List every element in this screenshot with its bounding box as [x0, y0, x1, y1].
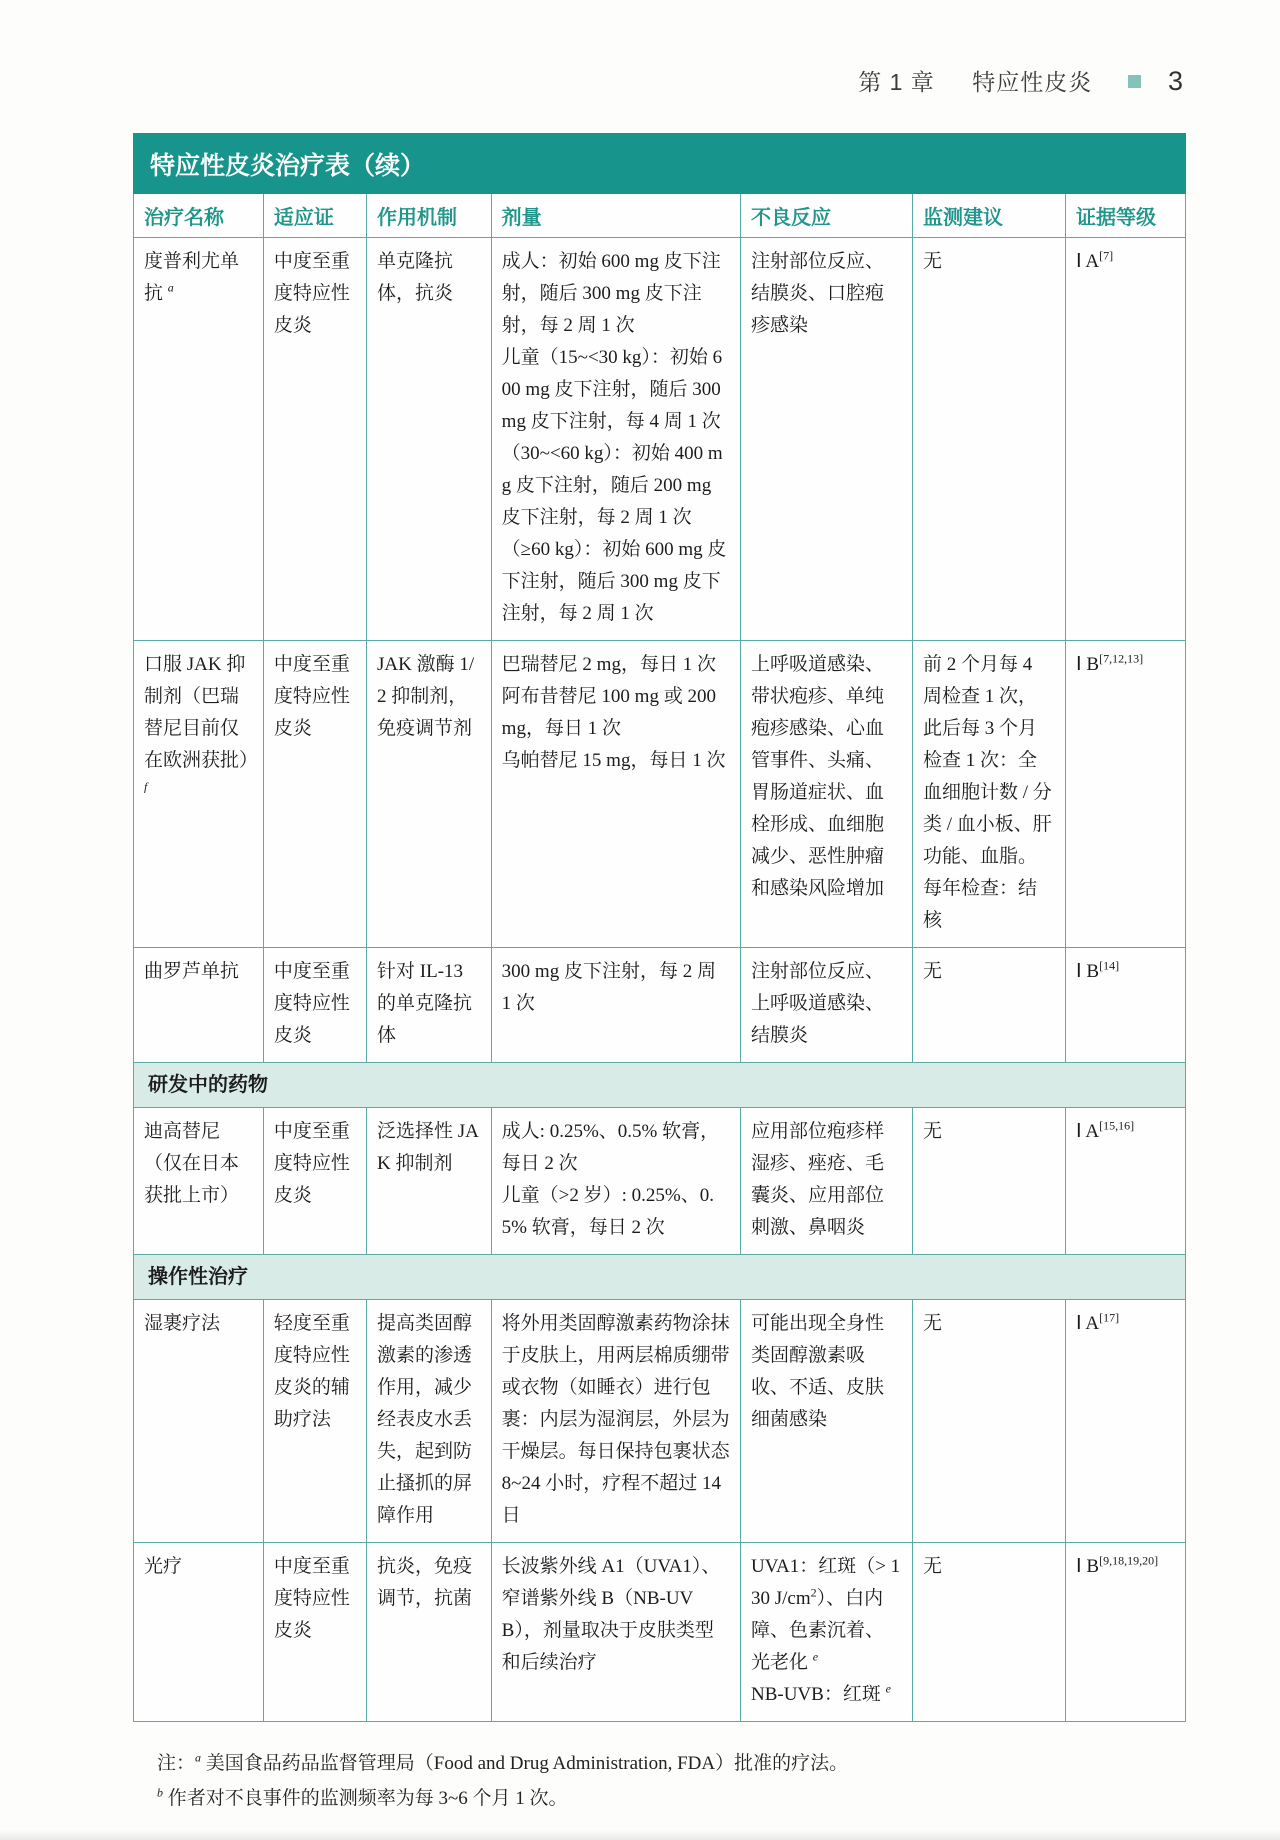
cell-name: 曲罗芦单抗: [134, 948, 264, 1063]
table-row: [134, 641, 1186, 948]
cell-monitoring: 无: [912, 238, 1065, 641]
cell-monitoring: 无: [912, 1108, 1065, 1255]
cell-adverse: 注射部位反应、结膜炎、口腔疱疹感染: [740, 238, 912, 641]
cell-adverse: 上呼吸道感染、带状疱疹、单纯疱疹感染、心血管事件、头痛、胃肠道症状、血栓形成、血细胞减少、恶性肿瘤和感染风险增加: [740, 641, 912, 948]
cell-dosage: 将外用类固醇激素药物涂抹于皮肤上，用两层棉质绷带或衣物（如睡衣）进行包裹：内层为湿润层，外层为干燥层。每日保持包裹状态 8~24 小时，疗程不超过 14 日: [491, 1300, 740, 1543]
cell-monitoring: 前 2 个月每 4 周检查 1 次，此后每 3 个月检查 1 次：全血细胞计数 / 分类 / 血小板、肝功能、血脂。每年检查：结核: [912, 641, 1065, 948]
cell-name: 迪高替尼（仅在日本获批上市）: [134, 1108, 264, 1255]
table-row: [134, 238, 1186, 641]
section-row: [134, 1255, 1186, 1300]
cell-adverse: 应用部位疱疹样湿疹、痤疮、毛囊炎、应用部位刺激、鼻咽炎: [740, 1108, 912, 1255]
cell-monitoring: 无: [912, 1300, 1065, 1543]
column-header-5: 不良反应: [740, 194, 912, 238]
cell-name: 湿裹疗法: [134, 1300, 264, 1543]
footnote-1: 注：$^a$ 美国食品药品监督管理局（Food and Drug Administration, FDA）批准的疗法。: [157, 1750, 849, 1774]
treatment-table: [133, 133, 1186, 1722]
cell-mechanism: 单克隆抗体，抗炎: [367, 238, 492, 641]
cell-evidence: Ⅰ A[15,16]: [1066, 1108, 1186, 1255]
cell-mechanism: 泛选择性 JAK 抑制剂: [367, 1108, 492, 1255]
column-header-7: 证据等级: [1066, 194, 1186, 238]
cell-evidence: Ⅰ B[14]: [1066, 948, 1186, 1063]
scan-edge: [0, 1830, 1280, 1840]
cell-indication: 中度至重度特应性皮炎: [263, 641, 366, 948]
cell-dosage: 巴瑞替尼 2 mg，每日 1 次 阿布昔替尼 100 mg 或 200 mg，每日 1 次 乌帕替尼 15 mg，每日 1 次: [491, 641, 740, 948]
cell-mechanism: JAK 激酶 1/2 抑制剂，免疫调节剂: [367, 641, 492, 948]
treatment-table-grid: [133, 194, 1186, 1722]
column-header-row: [134, 194, 1186, 238]
cell-evidence: Ⅰ B[7,12,13]: [1066, 641, 1186, 948]
cell-dosage: 成人: 0.25%、0.5% 软膏，每日 2 次 儿童（>2 岁）: 0.25%、0.5% 软膏，每日 2 次: [491, 1108, 740, 1255]
section-row: [134, 1063, 1186, 1108]
cell-evidence: Ⅰ A[7]: [1066, 238, 1186, 641]
cell-adverse: UVA1：红斑（> 130 J/cm$^2$）、白内障、色素沉着、光老化 $^e$ NB-UVB：红斑 $^e$: [740, 1543, 912, 1722]
footnote-2: $^b$ 作者对不良事件的监测频率为每 3~6 个月 1 次。: [157, 1785, 568, 1809]
column-header-6: 监测建议: [912, 194, 1065, 238]
table-body: [134, 238, 1186, 1722]
table-title: 特应性皮炎治疗表（续）: [133, 133, 1186, 194]
table-row: [134, 1300, 1186, 1543]
cell-mechanism: 抗炎，免疫调节，抗菌: [367, 1543, 492, 1722]
cell-indication: 中度至重度特应性皮炎: [263, 948, 366, 1063]
table-row: [134, 1108, 1186, 1255]
footnotes: [157, 1746, 1186, 1816]
cell-mechanism: 针对 IL-13 的单克隆抗体: [367, 948, 492, 1063]
chapter-label: 第 1 章: [858, 69, 935, 95]
table-head: [134, 194, 1186, 238]
cell-evidence: Ⅰ B[9,18,19,20]: [1066, 1543, 1186, 1722]
cell-dosage: 300 mg 皮下注射，每 2 周 1 次: [491, 948, 740, 1063]
cell-indication: 中度至重度特应性皮炎: [263, 1543, 366, 1722]
section-label: 研发中的药物: [134, 1063, 1186, 1108]
page-marker-square-icon: [1128, 75, 1141, 88]
page-number: 3: [1167, 66, 1184, 96]
column-header-3: 作用机制: [367, 194, 492, 238]
cell-adverse: 注射部位反应、上呼吸道感染、结膜炎: [740, 948, 912, 1063]
cell-monitoring: 无: [912, 1543, 1065, 1722]
cell-name: 光疗: [134, 1543, 264, 1722]
cell-indication: 中度至重度特应性皮炎: [263, 238, 366, 641]
cell-evidence: Ⅰ A[17]: [1066, 1300, 1186, 1543]
cell-dosage: 长波紫外线 A1（UVA1）、窄谱紫外线 B（NB-UVB），剂量取决于皮肤类型和后续治疗: [491, 1543, 740, 1722]
cell-name: 口服 JAK 抑制剂（巴瑞替尼目前仅在欧洲获批）$^f$: [134, 641, 264, 948]
section-label: 操作性治疗: [134, 1255, 1186, 1300]
table-row: [134, 948, 1186, 1063]
cell-monitoring: 无: [912, 948, 1065, 1063]
cell-indication: 轻度至重度特应性皮炎的辅助疗法: [263, 1300, 366, 1543]
chapter-title: 特应性皮炎: [972, 69, 1093, 95]
page-header: [0, 0, 1280, 97]
cell-adverse: 可能出现全身性类固醇激素吸收、不适、皮肤细菌感染: [740, 1300, 912, 1543]
cell-indication: 中度至重度特应性皮炎: [263, 1108, 366, 1255]
column-header-2: 适应证: [263, 194, 366, 238]
cell-name: 度普利尤单抗 $^a$: [134, 238, 264, 641]
cell-mechanism: 提高类固醇激素的渗透作用，减少经表皮水丢失，起到防止搔抓的屏障作用: [367, 1300, 492, 1543]
column-header-1: 治疗名称: [134, 194, 264, 238]
table-row: [134, 1543, 1186, 1722]
column-header-4: 剂量: [491, 194, 740, 238]
cell-dosage: 成人：初始 600 mg 皮下注射，随后 300 mg 皮下注射，每 2 周 1 次 儿童（15~<30 kg）：初始 600 mg 皮下注射，随后 300 mg 皮下注射，每 4 周 1 次 （30~<60 kg）：初始 400 mg 皮下注射，随后 200 mg 皮下注射，每 2 周 1 次 （≥60 kg）：初始 600 mg 皮下注射，随后 300 mg 皮下注射，每 2 周 1 次: [491, 238, 740, 641]
